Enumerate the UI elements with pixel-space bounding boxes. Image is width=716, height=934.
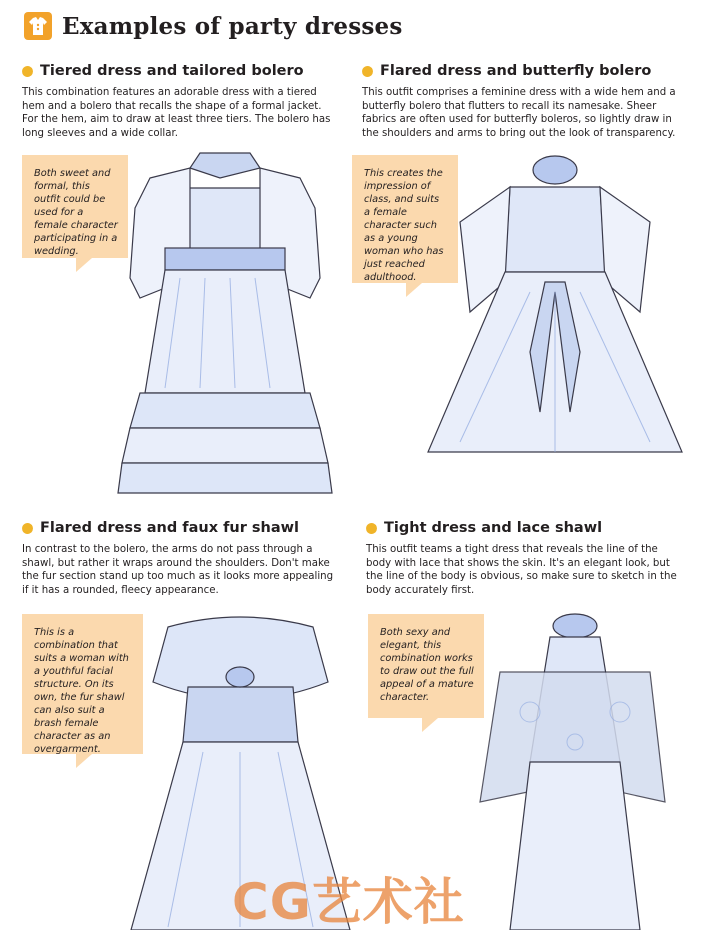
page-header: [24, 8, 403, 44]
section-butterfly-bolero: [362, 61, 680, 140]
bullet-icon: [20, 521, 34, 535]
bullet-icon: [20, 64, 34, 78]
section-title: Tight dress and lace shawl: [384, 520, 603, 536]
section-tiered-dress: [22, 61, 340, 140]
callout-note: This creates the impression of class, and suits a female character such as a young woman who has just reached adulthood.: [352, 155, 458, 283]
section-title: Flared dress and faux fur shawl: [40, 520, 300, 536]
section-title: Tiered dress and tailored bolero: [40, 63, 304, 79]
section-fur-shawl: [22, 518, 334, 597]
butterfly-bolero-illustration: [420, 152, 690, 487]
section-description: This outfit teams a tight dress that reveals the line of the body with lace that shows the skin. It's an elegant look, but the line of the body is obvious, so make sure to sketch in the body accurately first.: [366, 544, 677, 596]
section-description: This combination features an adorable dress with a tiered hem and a bolero that recalls the shape of a formal jacket. For the hem, aim to draw at least three tiers. The bolero has long sleeves and a wide collar.: [22, 87, 331, 139]
watermark-logo: CG艺术社: [232, 873, 465, 931]
lace-shawl-illustration: [470, 612, 675, 930]
shirt-icon: [24, 12, 52, 40]
section-description: This outfit comprises a feminine dress with a wide hem and a butterfly bolero that flutters to recall its namesake. Sheer fabrics are often used for butterfly boleros, so lightly draw in the shoulders and arms to bring out the look of transparency.: [362, 87, 676, 139]
callout-note: Both sexy and elegant, this combination works to draw out the full appeal of a mature character.: [368, 614, 484, 718]
callout-note: Both sweet and formal, this outfit could be used for a female character participating in a wedding.: [22, 155, 128, 258]
section-lace-shawl: [366, 518, 682, 597]
section-description: In contrast to the bolero, the arms do not pass through a shawl, but rather it wraps around the shoulders. Don't make the fur section stand up too much as it looks more appealing if it has a rounded, fleecy appearance.: [22, 544, 334, 596]
tiered-dress-illustration: [110, 148, 340, 498]
callout-note: This is a combination that suits a woman with a youthful facial structure. On its own, the fur shawl can also suit a brash female character as an overgarment.: [22, 614, 143, 754]
section-title: Flared dress and butterfly bolero: [380, 63, 652, 79]
bullet-icon: [360, 64, 374, 78]
bullet-icon: [364, 521, 378, 535]
page-title: Examples of party dresses: [62, 12, 403, 40]
